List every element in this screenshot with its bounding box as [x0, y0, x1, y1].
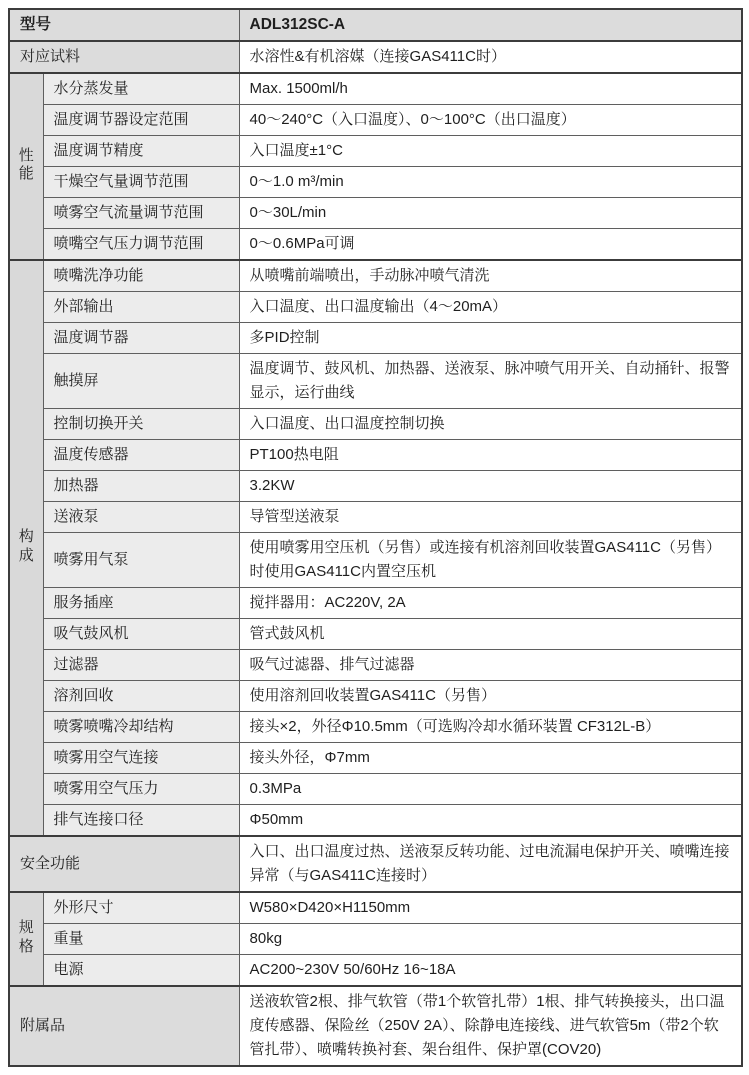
row-label: 喷嘴空气压力调节范围: [43, 229, 239, 261]
table-row-safety: [9, 836, 742, 892]
row-label: 温度调节器设定范围: [43, 105, 239, 136]
row-label: 排气连接口径: [43, 805, 239, 837]
row-value: 使用溶剂回收装置GAS411C（另售）: [239, 681, 742, 712]
table-row: [9, 471, 742, 502]
row-value: 0～30L/min: [239, 198, 742, 229]
row-label: 喷雾用空气连接: [43, 743, 239, 774]
row-value: 导管型送液泵: [239, 502, 742, 533]
group-label-performance: 性能: [9, 73, 43, 260]
table-row: [9, 229, 742, 261]
table-row-model: [9, 9, 742, 41]
table-row: [9, 619, 742, 650]
row-label: 外形尺寸: [43, 892, 239, 924]
row-label: 过滤器: [43, 650, 239, 681]
table-row: [9, 502, 742, 533]
table-row: [9, 924, 742, 955]
row-value: 0.3MPa: [239, 774, 742, 805]
row-value: 入口温度±1°C: [239, 136, 742, 167]
spec-table: [8, 8, 743, 1067]
row-label: 电源: [43, 955, 239, 987]
table-row: [9, 292, 742, 323]
row-value: 3.2KW: [239, 471, 742, 502]
table-row: [9, 712, 742, 743]
row-value: 搅拌器用：AC220V, 2A: [239, 588, 742, 619]
row-value: Max. 1500ml/h: [239, 73, 742, 105]
row-value: 管式鼓风机: [239, 619, 742, 650]
row-label: 吸气鼓风机: [43, 619, 239, 650]
row-value: AC200~230V 50/60Hz 16~18A: [239, 955, 742, 987]
model-label: 型号: [9, 9, 239, 41]
row-label: 水分蒸发量: [43, 73, 239, 105]
row-value: 送液软管2根、排气软管（带1个软管扎带）1根、排气转换接头，出口温度传感器、保险丝（250V 2A）、除静电连接线、进气软管5m（带2个软管扎带）、喷嘴转换衬套、架台组件、保护罩(COV20): [239, 986, 742, 1066]
row-label: 喷雾用空气压力: [43, 774, 239, 805]
table-row: [9, 260, 742, 292]
row-label: 对应试料: [9, 41, 239, 73]
row-label: 重量: [43, 924, 239, 955]
row-value: 温度调节、鼓风机、加热器、送液泵、脉冲喷气用开关、自动捅针、报警显示，运行曲线: [239, 354, 742, 409]
row-value: 水溶性&有机溶媒（连接GAS411C时）: [239, 41, 742, 73]
table-row: [9, 136, 742, 167]
row-value: 吸气过滤器、排气过滤器: [239, 650, 742, 681]
table-row: [9, 588, 742, 619]
row-value: 40～240°C（入口温度）、0～100°C（出口温度）: [239, 105, 742, 136]
group-label-composition: 构成: [9, 260, 43, 836]
row-value: 接头外径，Φ7mm: [239, 743, 742, 774]
table-row: [9, 681, 742, 712]
row-value: Φ50mm: [239, 805, 742, 837]
table-row: [9, 892, 742, 924]
table-row: [9, 73, 742, 105]
row-label: 送液泵: [43, 502, 239, 533]
row-value: PT100热电阻: [239, 440, 742, 471]
table-row: [9, 167, 742, 198]
table-row: [9, 354, 742, 409]
row-label: 服务插座: [43, 588, 239, 619]
row-value: 0～0.6MPa可调: [239, 229, 742, 261]
row-label: 触摸屏: [43, 354, 239, 409]
table-row: [9, 323, 742, 354]
table-row: [9, 409, 742, 440]
row-label: 温度调节精度: [43, 136, 239, 167]
row-value: 入口、出口温度过热、送液泵反转功能、过电流漏电保护开关、喷嘴连接异常（与GAS411C连接时）: [239, 836, 742, 892]
row-value: 入口温度、出口温度输出（4～20mA）: [239, 292, 742, 323]
model-value: ADL312SC-A: [239, 9, 742, 41]
row-label: 加热器: [43, 471, 239, 502]
row-value: 多PID控制: [239, 323, 742, 354]
table-row-accessories: [9, 986, 742, 1066]
row-label: 温度传感器: [43, 440, 239, 471]
row-label: 温度调节器: [43, 323, 239, 354]
row-label: 外部输出: [43, 292, 239, 323]
row-value: 0～1.0 m³/min: [239, 167, 742, 198]
row-label: 控制切换开关: [43, 409, 239, 440]
row-label: 喷雾空气流量调节范围: [43, 198, 239, 229]
group-label-specs: 规格: [9, 892, 43, 986]
row-value: 接头×2，外径Φ10.5mm（可选购冷却水循环装置 CF312L-B）: [239, 712, 742, 743]
table-row: [9, 955, 742, 987]
row-label: 喷雾用气泵: [43, 533, 239, 588]
row-value: 80kg: [239, 924, 742, 955]
table-row: [9, 105, 742, 136]
row-value: W580×D420×H1150mm: [239, 892, 742, 924]
row-value: 从喷嘴前端喷出，手动脉冲喷气清洗: [239, 260, 742, 292]
row-label: 喷嘴洗净功能: [43, 260, 239, 292]
row-label: 附属品: [9, 986, 239, 1066]
table-row: [9, 805, 742, 837]
table-row: [9, 198, 742, 229]
row-label: 安全功能: [9, 836, 239, 892]
table-row-sample: [9, 41, 742, 73]
row-label: 喷雾喷嘴冷却结构: [43, 712, 239, 743]
table-row: [9, 774, 742, 805]
table-row: [9, 650, 742, 681]
row-value: 使用喷雾用空压机（另售）或连接有机溶剂回收装置GAS411C（另售）时使用GAS411C内置空压机: [239, 533, 742, 588]
row-value: 入口温度、出口温度控制切换: [239, 409, 742, 440]
table-row: [9, 533, 742, 588]
table-row: [9, 440, 742, 471]
table-row: [9, 743, 742, 774]
row-label: 溶剂回收: [43, 681, 239, 712]
row-label: 干燥空气量调节范围: [43, 167, 239, 198]
